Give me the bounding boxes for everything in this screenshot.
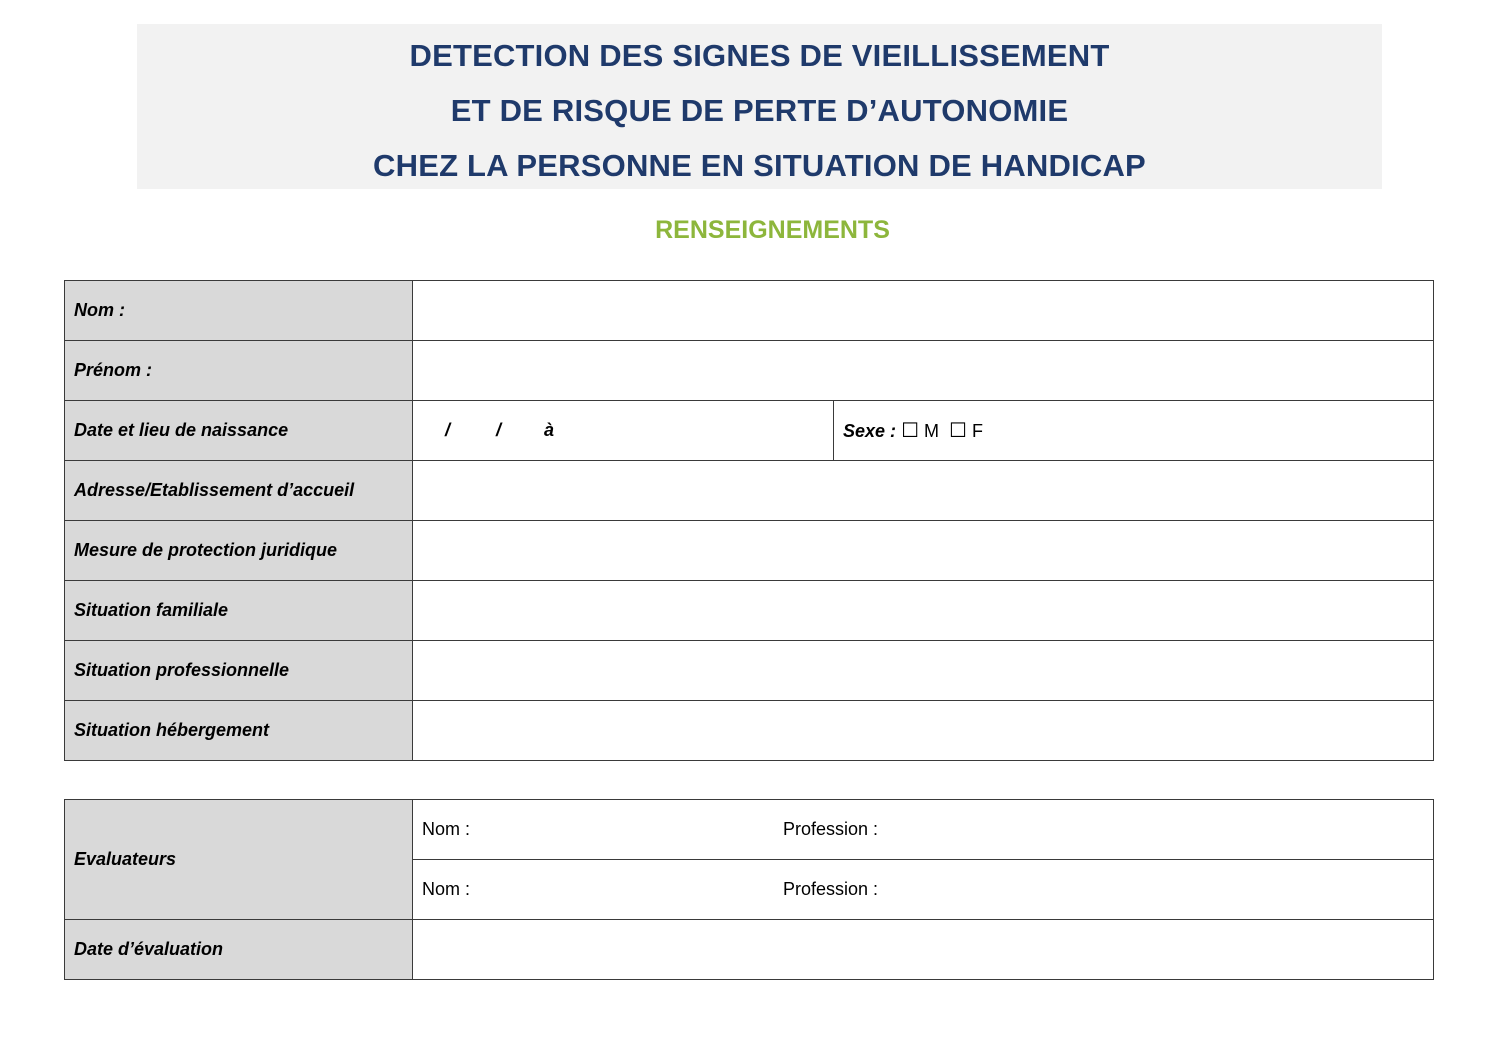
row-nom — [65, 281, 1434, 341]
label-evaluateurs: Evaluateurs — [65, 800, 413, 920]
lieu-a: à — [544, 420, 555, 440]
field-adresse[interactable] — [413, 461, 1434, 521]
evaluateur-2-nom-label: Nom : — [422, 879, 471, 899]
label-prenom: Prénom : — [65, 341, 413, 401]
field-date-evaluation[interactable] — [413, 920, 1434, 980]
row-evaluateur-1 — [65, 800, 1434, 860]
label-m: M — [924, 421, 940, 441]
title-line-1: DETECTION DES SIGNES DE VIEILLISSEMENT — [409, 38, 1110, 73]
date-slash-1: / — [445, 420, 451, 440]
field-prenom[interactable] — [413, 341, 1434, 401]
label-hebergement: Situation hébergement — [65, 701, 413, 761]
title-line-3: CHEZ LA PERSONNE EN SITUATION DE HANDICAP — [373, 148, 1146, 183]
label-sexe: Sexe : — [843, 421, 897, 441]
row-mesure — [65, 521, 1434, 581]
field-sexe — [834, 401, 1434, 461]
field-nom[interactable] — [413, 281, 1434, 341]
label-f: F — [971, 421, 983, 441]
row-adresse — [65, 461, 1434, 521]
label-professionnelle: Situation professionnelle — [65, 641, 413, 701]
row-hebergement — [65, 701, 1434, 761]
label-nom: Nom : — [65, 281, 413, 341]
checkbox-f[interactable]: ☐ — [949, 420, 967, 442]
evaluateur-2-profession-label: Profession : — [783, 879, 879, 899]
section-title: RENSEIGNEMENTS — [655, 216, 890, 244]
label-familiale: Situation familiale — [65, 581, 413, 641]
label-naissance: Date et lieu de naissance — [65, 401, 413, 461]
eval-table — [64, 799, 1434, 980]
field-date-lieu[interactable] — [413, 401, 834, 461]
evaluateur-1-profession-label: Profession : — [783, 819, 879, 839]
checkbox-m[interactable]: ☐ — [901, 420, 919, 442]
field-evaluateur-1[interactable] — [413, 800, 1434, 860]
row-prenom — [65, 341, 1434, 401]
field-mesure[interactable] — [413, 521, 1434, 581]
field-familiale[interactable] — [413, 581, 1434, 641]
evaluateur-1-nom-label: Nom : — [422, 819, 471, 839]
info-table — [64, 280, 1434, 761]
field-professionnelle[interactable] — [413, 641, 1434, 701]
field-evaluateur-2[interactable] — [413, 860, 1434, 920]
label-mesure: Mesure de protection juridique — [65, 521, 413, 581]
row-familiale — [65, 581, 1434, 641]
label-date-evaluation: Date d’évaluation — [65, 920, 413, 980]
field-hebergement[interactable] — [413, 701, 1434, 761]
label-adresse: Adresse/Etablissement d’accueil — [65, 461, 413, 521]
date-slash-2: / — [496, 420, 502, 440]
row-naissance — [65, 401, 1434, 461]
row-date-evaluation — [65, 920, 1434, 980]
row-professionnelle — [65, 641, 1434, 701]
document-header — [137, 24, 1382, 189]
title-line-2: ET DE RISQUE DE PERTE D’AUTONOMIE — [450, 93, 1069, 128]
